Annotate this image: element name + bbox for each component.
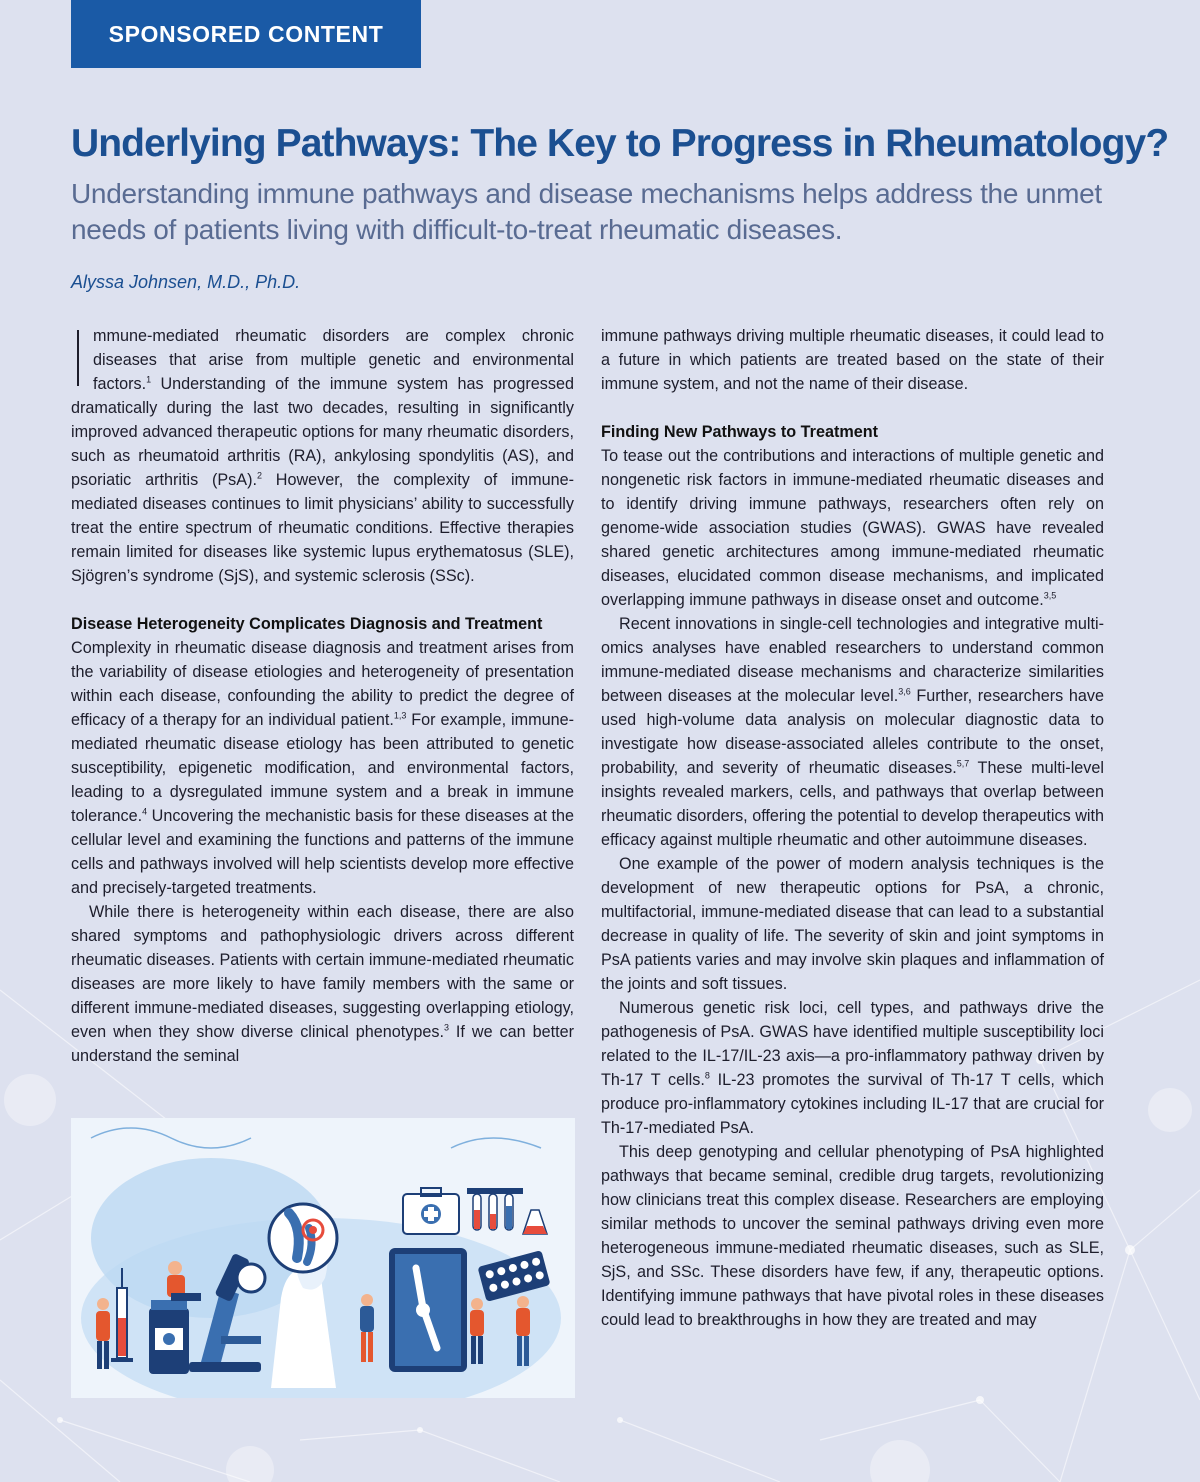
citation: 8	[704, 1070, 710, 1081]
drop-cap	[71, 330, 87, 386]
first-aid-kit-icon	[403, 1188, 459, 1234]
citation: 3	[443, 1022, 449, 1033]
right-column	[601, 324, 1104, 1332]
section-heading-heterogeneity: Disease Heterogeneity Complicates Diagnosis and Treatment	[71, 615, 543, 633]
article-title: Underlying Pathways: The Key to Progress in Rheumatology?	[71, 122, 1169, 165]
body-paragraph: Numerous genetic risk loci, cell types, and pathways drive the pathogenesis of PsA. GWAS have identified multiple susceptibility loci related to the IL-17/IL-23 axis—a pro-inflammatory pathway driven by Th-17 T cells.$^8$ IL-23 promotes the survival of Th-17 T cells, which produce pro-inflammatory cytokines including IL-17 that are crucial for Th-17-mediated PsA.	[601, 999, 1104, 1137]
body-paragraph: One example of the power of modern analysis techniques is the development of new therapeutic options for PsA, a chronic, multifactorial, immune-mediated disease that can lead to a substantial decrease in quality of life. The severity of skin and joint symptoms in PsA patients varies and may involve skin plaques and inflammation of the joints and soft tissues.	[601, 855, 1104, 993]
test-tubes-icon	[467, 1188, 547, 1234]
citation: 2	[256, 470, 262, 481]
body-paragraph: To tease out the contributions and interactions of multiple genetic and nongenetic risk factors in immune-mediated rheumatic diseases and to identify driving immune pathways, researchers often rely on genome-wide association studies (GWAS). GWAS have revealed shared genetic architectures among immune-mediated rheumatic diseases, elucidated common disease mechanisms, and implicated overlapping immune pathways in disease onset and outcome.$^{3,5}$	[601, 447, 1104, 609]
pill-bottle-icon	[149, 1300, 189, 1374]
body-paragraph: While there is heterogeneity within each disease, there are also shared symptoms and pathophysiologic drivers across different rheumatic diseases. Patients with certain immune-mediated rheumatic diseases are more likely to have family members with the same or different immune-mediated diseases, suggesting overlapping etiology, even when they show diverse clinical phenotypes.$^3$ If we can better understand the seminal	[71, 903, 574, 1065]
citation: 1,3	[393, 710, 407, 721]
medical-illustration	[71, 1118, 575, 1398]
citation: 4	[142, 806, 148, 817]
citation: 5,7	[956, 758, 970, 769]
body-paragraph: Recent innovations in single-cell technologies and integrative multi-omics analyses have enabled researchers to understand common immune-mediated disease mechanisms and characterize similarities between diseases at the molecular level.$^{3,6}$ Further, researchers have used high-volume data analysis on molecular diagnostic data to investigate how disease-associated alleles contribute to the onset, probability, and severity of rheumatic diseases.$^{5,7}$ These multi-level insights revealed markers, cells, and pathways that overlap between rheumatic disorders, offering the potential to develop therapeutics with efficacy against multiple rheumatic and other autoimmune diseases.	[601, 615, 1104, 849]
citation: 1	[146, 374, 152, 385]
body-paragraph: This deep genotyping and cellular phenotyping of PsA highlighted pathways that became seminal, credible drug targets, revolutionizing how clinicians treat this complex disease. Researchers are employing similar methods to uncover the seminal pathways driving even more heterogeneous immune-mediated rheumatic diseases, such as SLE, SjS, and SSc. These disorders have few, if any, therapeutic options. Identifying immune pathways that have pivotal roles in these diseases could lead to breakthroughs in how they are treated and may	[601, 1143, 1104, 1329]
citation: 3,5	[1043, 590, 1057, 601]
author-byline: Alyssa Johnsen, M.D., Ph.D.	[71, 272, 301, 292]
article-subtitle: Understanding immune pathways and disease mechanisms helps address the unmet needs of patients living with difficult-to-treat rheumatic diseases.	[71, 178, 1102, 245]
citation: 3,6	[898, 686, 911, 697]
section-heading-new-pathways: Finding New Pathways to Treatment	[601, 423, 879, 441]
left-column	[71, 324, 574, 1068]
body-paragraph: Complexity in rheumatic disease diagnosis and treatment arises from the variability of disease etiologies and heterogeneity of presentation within each disease, confounding the ability to predict the degree of efficacy of a therapy for an individual patient.$^{1,3}$ For example, immune-mediated rheumatic disease etiology has been attributed to genetic susceptibility, epigenetic modification, and environmental factors, leading to a dysregulated immune system and a break in immune tolerance.$^4$ Uncovering the mechanistic basis for these diseases at the cellular level and examining the functions and patterns of the immune cells and pathways involved will help scientists develop more effective and precisely-targeted treatments.	[71, 639, 574, 897]
sponsored-banner: SPONSORED CONTENT	[71, 0, 421, 68]
intro-paragraph: mmune-mediated rheumatic disorders are complex chronic diseases that arise from multiple genetic and environmental factors.$^1$ Understanding of the immune system has progressed dramatically during the last two decades, resulting in significantly improved advanced therapeutic options for many rheumatic disorders, such as rheumatoid arthritis (RA), ankylosing spondylitis (AS), and psoriatic arthritis (PsA).$^2$ However, the complexity of immune-mediated diseases continues to limit physicians’ ability to successfully treat the entire spectrum of rheumatic conditions. Effective therapies remain limited for diseases like systemic lupus erythematosus (SLE), Sjögren’s syndrome (SjS), and systemic sclerosis (SSc).	[71, 327, 574, 585]
body-paragraph: immune pathways driving multiple rheumatic diseases, it could lead to a future in which patients are treated based on the state of their immune system, and not the name of their disease.	[601, 327, 1104, 393]
